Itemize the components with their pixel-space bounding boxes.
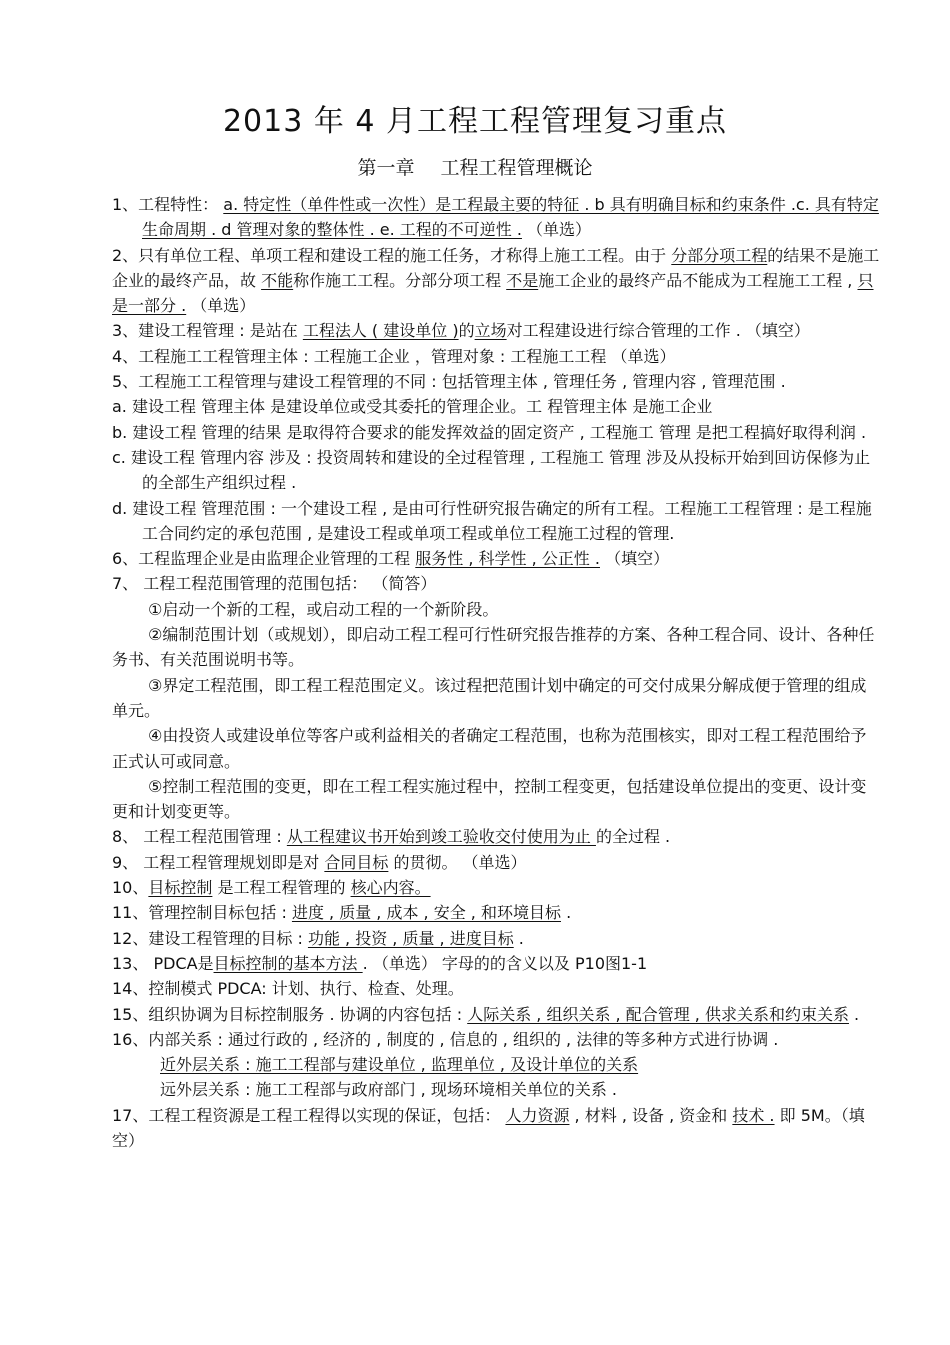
item-text: （单选） [186, 296, 256, 316]
item-text: （单选） [521, 220, 592, 240]
underlined-answer: 分部分项工程 [671, 245, 768, 265]
item-7-1: ①启动一个新的工程，或启动工程的一个新阶段。 [148, 599, 499, 619]
underlined-answer: 进度 , 质量 , 成本 , 安全 , 和环境目标 [291, 903, 561, 923]
item-3 [112, 318, 882, 343]
item-text: 2、只有单位工程、单项工程和建设工程的施工任务，才称得上施工工程。由于 [112, 245, 672, 265]
underlined-answer: 人力资源 [505, 1105, 570, 1125]
item-9 [112, 850, 882, 875]
item-2 [112, 243, 882, 319]
item-7-3: ③界定工程范围，即工程工程范围定义。该过程把范围计划中确定的可交付成果分解成便于管理的组成单元。 [112, 675, 867, 720]
item-text: 1、工程特性： [112, 195, 224, 214]
item-text: 9、 工程工程管理规划即是对 [112, 852, 325, 872]
item-5d: d. 建设工程 管理范围 : 一个建设工程 , 是由可行性研究报告确定的所有工程。工程施工工程管理 : 是工程施工合同约定的承包范围 , 是建设工程或单项工程或单位工程施工过程的管理. [112, 498, 872, 543]
item-15 [112, 1002, 882, 1027]
underlined-answer: 立场 [474, 321, 507, 341]
item-7-2: ②编制范围计划（或规划），即启动工程工程可行性研究报告推荐的方案、各种工程合同、设计、各种任务书、有关范围说明书等。 [112, 625, 875, 670]
item-text: 称作施工工程。分部分项工程 [293, 270, 507, 290]
underlined-answer: 工程法人 ( 建设单位 ) [302, 321, 459, 341]
underlined-answer: 核心内容。 [350, 878, 431, 898]
item-7-4: ④由投资人或建设单位等客户或利益相关的者确定工程范围，也称为范围核实，即对工程工程范围给予正式认可或同意。 [112, 726, 867, 771]
underlined-answer: 从工程建议书开始到竣工验收交付使用为止 [286, 827, 596, 847]
document-body [112, 192, 882, 1153]
item-14: 14、控制模式 PDCA: 计划、执行、检查、处理。 [112, 979, 464, 999]
underlined-answer: a. 特定性（单件性或一次性）是工程最主要的特征 . b 具有明确目标和约束条件 .c. 具有特定生命周期 . d 管理对象的整体性 . e. 工程的不可逆性 . [142, 195, 879, 240]
item-16: 16、内部关系 : 通过行政的 , 经济的 , 制度的 , 信息的 , 组织的 , 法律的等多种方式进行协调 . [112, 1029, 779, 1049]
underlined-answer: 目标控制的基本方法 [213, 953, 363, 973]
item-text: , 材料 , 设备 , 资金和 [569, 1105, 733, 1125]
item-12 [112, 926, 882, 951]
item-text: 的全过程 . [595, 827, 671, 847]
item-text: 15、组织协调为目标控制服务 . 协调的内容包括 : [112, 1004, 468, 1024]
underlined-answer: 只是一部分 . [112, 270, 874, 316]
item-5: 5、工程施工工程管理与建设工程管理的不同 : 包括管理主体 , 管理任务 , 管理内容 , 管理范围 . [112, 372, 786, 392]
item-text: 施工企业的最终产品不能成为工程施工工程 , [538, 270, 858, 290]
underlined-answer: 服务性 , 科学性 , 公正性 . [415, 549, 600, 569]
underlined-answer: 不能 [261, 270, 294, 290]
item-10 [112, 875, 882, 900]
item-text: 6、工程监理企业是由监理企业管理的工程 [112, 549, 416, 569]
underlined-answer: 不是 [506, 270, 539, 290]
item-4: 4、工程施工工程管理主体 : 工程施工企业 ，管理对象 : 工程施工工程 （单选） [112, 346, 676, 366]
item-text: 8、 工程工程范围管理 : [112, 827, 287, 847]
item-text: 即 5M。（填空） [112, 1105, 865, 1150]
underlined-answer: 合同目标 [324, 852, 389, 872]
underlined-answer: 目标控制 [148, 878, 213, 898]
item-text: 是工程工程管理的 [212, 878, 351, 898]
item-text: 的贯彻。 （单选） [388, 852, 527, 872]
item-1 [112, 192, 882, 243]
item-11 [112, 900, 882, 925]
item-text: 的结果不是施工企业的最终产品，故 [112, 245, 880, 290]
item-text: （填空） [599, 549, 670, 569]
underlined-answer: 近外层关系 : 施工工程部与建设单位 , 监理单位 , 及设计单位的关系 [160, 1055, 639, 1075]
page-title: 2013 年 4 月工程工程管理复习重点 [222, 104, 728, 139]
item-5a: a. 建设工程 管理主体 是建设单位或受其委托的管理企业。工 程管理主体 是施工企业 [112, 397, 713, 417]
chapter-heading: 第一章 工程工程管理概论 [357, 157, 593, 179]
item-16-far-relations: 远外层关系 : 施工工程部与政府部门 , 现场环境相关单位的关系 . [160, 1080, 617, 1100]
item-text: 3、建设工程管理 : 是站在 [112, 321, 303, 341]
item-13 [112, 951, 882, 976]
item-8 [112, 824, 882, 849]
item-16-near-relations [112, 1052, 882, 1077]
item-text: . （单选） 字母的的含义以及 P10图1-1 [362, 953, 648, 973]
underlined-answer: 功能 , 投资 , 质量 , 进度目标 [307, 928, 514, 948]
item-5b: b. 建设工程 管理的结果 是取得符合要求的能发挥效益的固定资产 , 工程施工 管理 是把工程搞好取得利润 . [112, 422, 867, 442]
underlined-answer: 人际关系 , 组织关系 , 配合管理 , 供求关系和约束关系 [467, 1004, 849, 1024]
item-text: 的 [458, 321, 475, 341]
item-text: 对工程建设进行综合管理的工作 . （填空） [506, 321, 810, 341]
item-6 [112, 546, 882, 571]
item-text: 17、工程工程资源是工程工程得以实现的保证，包括： [112, 1105, 506, 1125]
underlined-answer: 技术 . [732, 1105, 775, 1125]
item-text: 12、建设工程管理的目标 : [112, 928, 308, 948]
item-text: . [848, 1004, 860, 1024]
item-text: 11、管理控制目标包括 : [112, 903, 292, 923]
item-text: 13、 PDCA是 [112, 953, 214, 973]
item-text: . [513, 928, 524, 948]
item-text: . [560, 903, 572, 923]
item-7: 7、 工程工程范围管理的范围包括： （简答） [112, 574, 437, 594]
item-7-5: ⑤控制工程范围的变更，即在工程工程实施过程中，控制工程变更，包括建设单位提出的变更、设计变更和计划变更等。 [112, 776, 867, 822]
item-text: 10、 [112, 878, 149, 898]
item-5c: c. 建设工程 管理内容 涉及 : 投资周转和建设的全过程管理 , 工程施工 管理 涉及从投标开始到回访保修为止的全部生产组织过程 . [112, 447, 871, 493]
item-17 [112, 1103, 882, 1154]
